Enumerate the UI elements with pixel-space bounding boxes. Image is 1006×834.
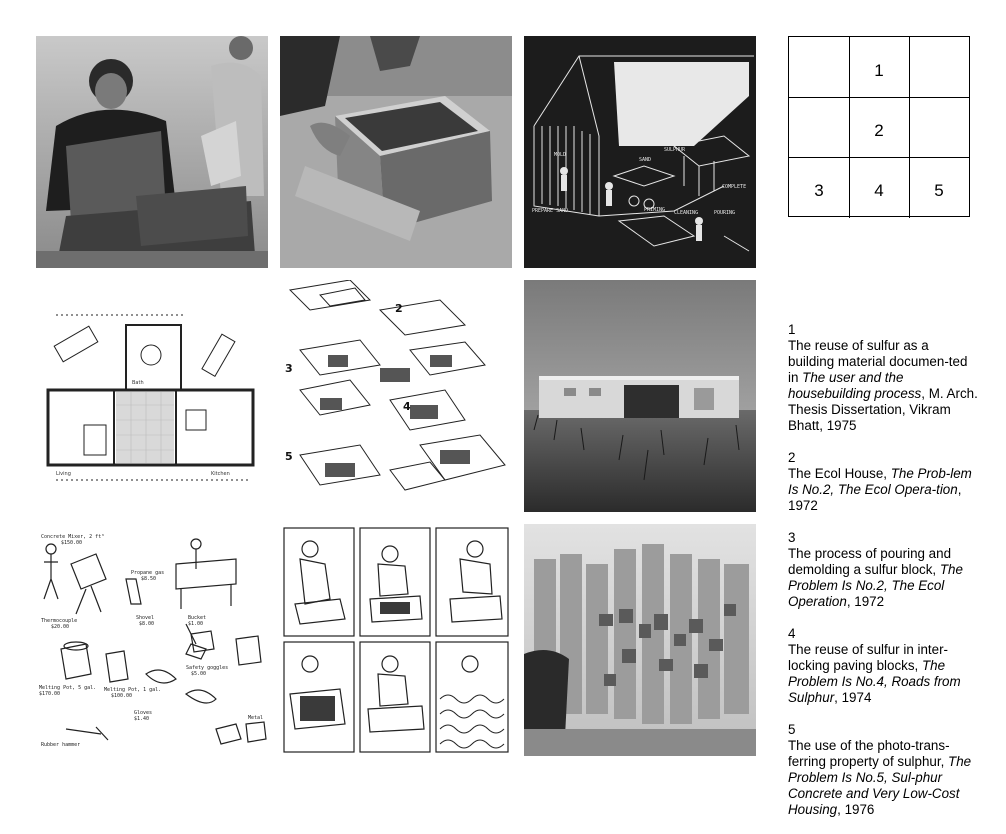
photo-ecol-house-exterior <box>524 280 756 512</box>
diagram-label: POURING <box>714 210 736 216</box>
caption-text-part: The reuse of sulfur as a building material documen-ted in <box>788 338 968 385</box>
drawing-floor-plan <box>36 280 268 512</box>
caption-title-italic: The Problem Is No.4, Roads from Sulphur <box>788 658 961 705</box>
photo-transfer-panels-image <box>524 524 756 756</box>
caption-number: 1 <box>788 322 796 337</box>
caption-text <box>788 546 978 610</box>
tool-price: $8.50 <box>141 576 157 582</box>
caption-text-part: The reuse of sulfur in inter-locking paving blocks, <box>788 642 949 673</box>
caption-3 <box>788 530 978 610</box>
caption-text-part: The use of the photo-trans-ferring property of sulphur, <box>788 738 950 769</box>
photo-photo-transfer-panels <box>524 524 756 756</box>
paving-blocks-drawing <box>280 280 512 512</box>
caption-5 <box>788 722 978 818</box>
caption-text-part: , M. Arch. Thesis Dissertation, Vikram Bhatt, 1975 <box>788 386 978 433</box>
tool-price: $1.00 <box>188 621 204 627</box>
caption-text <box>788 642 978 706</box>
layout-key-grid <box>788 36 970 217</box>
caption-title-italic: The user and the housebuilding process <box>788 370 922 401</box>
diagram-label: SULPHUR <box>664 147 686 153</box>
tool-price: $150.00 <box>61 540 83 546</box>
photo-men-building-wall <box>36 36 268 268</box>
tool-price: $20.00 <box>51 624 70 630</box>
diagram-label: COMPLETE <box>722 184 747 190</box>
caption-number: 4 <box>788 626 796 641</box>
plan-label: Living <box>56 471 71 477</box>
caption-text-part: , 1972 <box>846 594 885 609</box>
plan-label: Bath <box>132 380 144 386</box>
caption-4 <box>788 626 978 706</box>
caption-text-part: , 1974 <box>834 690 872 705</box>
plan-label: Kitchen <box>211 471 230 477</box>
caption-text-part: , 1972 <box>788 482 962 513</box>
caption-text-part: The Ecol House, <box>788 466 891 481</box>
caption-text <box>788 738 978 818</box>
key-number-1: 1 <box>874 61 884 80</box>
paving-step-number: 3 <box>285 362 293 375</box>
tool-name: Thermocouple <box>41 618 78 624</box>
tool-name: Propane gas <box>131 570 165 576</box>
photo-sulfur-mold <box>280 36 512 268</box>
caption-number: 2 <box>788 450 796 465</box>
caption-list <box>788 322 978 834</box>
paving-step-number: 4 <box>403 400 411 413</box>
tool-name: Bucket <box>188 615 207 621</box>
caption-2 <box>788 450 978 514</box>
tool-name: Rubber hammer <box>41 742 81 748</box>
sulfur-mold-image <box>280 36 512 268</box>
pouring-steps-drawing <box>280 524 512 756</box>
diagram-ecol-house-cutaway <box>524 36 756 268</box>
ecol-house-exterior-image <box>524 280 756 512</box>
grid-divider <box>909 37 910 218</box>
diagram-label: MOLD <box>554 152 567 158</box>
tools-list-drawing <box>36 524 268 756</box>
men-building-wall-image <box>36 36 268 268</box>
grid-divider <box>789 157 969 158</box>
tool-price: $170.00 <box>39 691 61 697</box>
drawing-paving-blocks <box>280 280 512 512</box>
caption-title-italic: The Problem Is No.5, Sul-phur Concrete and Very Low-Cost Housing <box>788 754 972 817</box>
tool-name: Metal <box>248 715 264 721</box>
drawing-pouring-steps <box>280 524 512 756</box>
caption-number: 5 <box>788 722 796 737</box>
caption-1 <box>788 322 978 434</box>
caption-title-italic: The Prob-lem Is No.2, The Ecol Opera-tion <box>788 466 972 497</box>
grid-divider <box>789 97 969 98</box>
caption-text <box>788 466 978 514</box>
tool-name: Melting Pot, 5 gal. <box>39 685 97 691</box>
diagram-label: PREPARE SAND <box>532 208 569 214</box>
tool-price: $1.40 <box>134 716 150 722</box>
tool-name: Shovel <box>136 615 155 621</box>
key-number-3: 3 <box>814 181 824 200</box>
tool-name: Melting Pot, 1 gal. <box>104 687 162 693</box>
grid-divider <box>849 37 850 218</box>
caption-text <box>788 338 978 434</box>
paving-step-number: 5 <box>285 450 293 463</box>
drawing-tools-list <box>36 524 268 756</box>
key-number-2: 2 <box>874 121 884 140</box>
tool-price: $8.00 <box>139 621 155 627</box>
diagram-label: SAND <box>639 157 652 163</box>
caption-text-part: , 1976 <box>837 802 875 817</box>
key-number-4: 4 <box>874 181 884 200</box>
paving-step-number: 2 <box>395 302 403 315</box>
caption-title-italic: The Problem Is No.2, The Ecol Operation <box>788 562 963 609</box>
diagram-label: CLEANING <box>674 210 699 216</box>
ecol-house-cutaway-diagram <box>524 36 756 268</box>
floor-plan-drawing <box>36 280 268 512</box>
key-number-5: 5 <box>934 181 944 200</box>
tool-name: Safety goggles <box>186 665 229 671</box>
caption-number: 3 <box>788 530 796 545</box>
diagram-label: PRIMING <box>644 207 666 213</box>
caption-text-part: The process of pouring and demolding a sulfur block, <box>788 546 952 577</box>
tool-price: $100.00 <box>111 693 133 699</box>
tool-name: Gloves <box>134 710 153 716</box>
tool-name: Concrete Mixer, 2 ft³ <box>41 534 105 540</box>
tool-price: $5.00 <box>191 671 207 677</box>
